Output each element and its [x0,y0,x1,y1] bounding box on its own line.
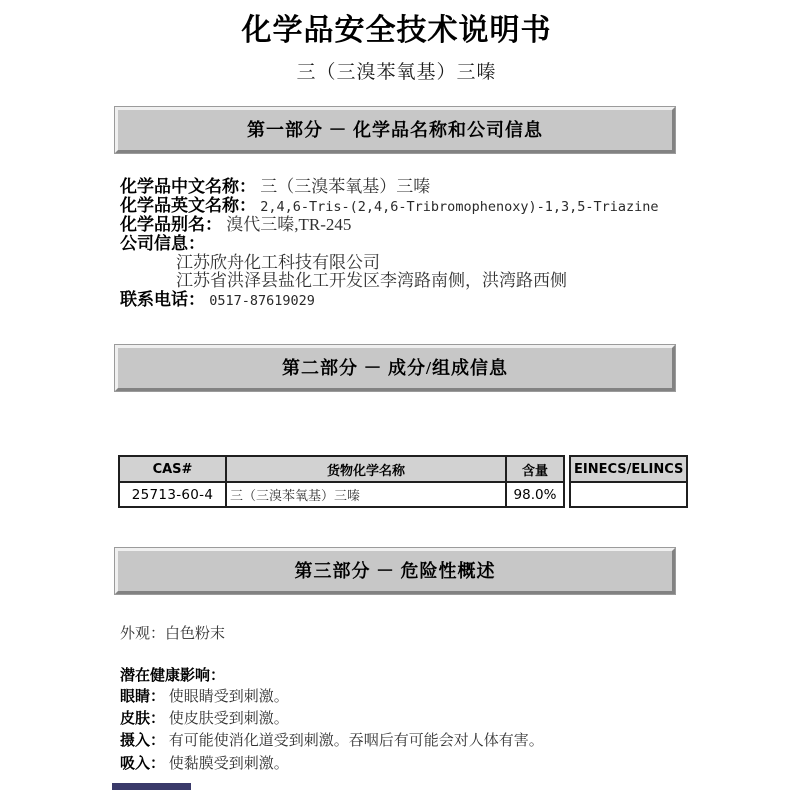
table-row [570,482,687,507]
table-header-row [570,456,687,482]
section2-header-bar: 第二部分 － 成分/组成信息 [115,345,675,391]
company-address: 江苏省洪泽县盐化工开发区李湾路南侧，洪湾路西侧 [176,271,567,291]
appearance-row [120,622,225,643]
field-value: 溴代三嗪,TR-245 [226,214,352,234]
field-value: 三（三溴苯氧基）三嗪 [260,177,431,196]
section1-header-bar: 第一部分 － 化学品名称和公司信息 [115,107,675,153]
field-label: 化学品别名： [120,214,222,234]
company-name: 江苏欣舟化工科技有限公司 [176,252,380,272]
effect-row-skin [120,708,544,730]
table-row [119,482,564,507]
table-header-cas: CAS# [119,456,226,482]
effect-value: 使皮肤受到刺激。 [168,711,289,728]
health-effects-heading: 潜在健康影响： [120,668,226,684]
field-label: 联系电话： [120,290,205,310]
composition-table [118,455,688,508]
effect-label: 眼睛： [120,689,166,705]
page-subtitle: 三（三溴苯氧基）三嗪 [296,62,497,83]
phone-number: 0517-87619029 [209,293,315,310]
field-row-company-info [120,235,659,254]
effect-value: 使黏膜受到刺激。 [168,755,289,772]
health-effects-list [120,686,544,775]
cell-einecs [570,482,687,507]
field-row-phone [120,291,659,310]
cell-content-percent: 98.0% [506,482,564,507]
appearance-label: 外观： [120,626,166,642]
effect-row-ingestion [120,730,544,752]
effect-label: 摄入： [120,733,166,750]
field-value: 2,4,6-Tris-(2,4,6-Tribromophenoxy)-1,3,5-Triazine [260,198,659,215]
appearance-value: 白色粉末 [165,626,226,642]
cell-cas-number: 25713-60-4 [119,482,226,507]
field-label: 公司信息： [120,233,205,253]
section3-header-bar: 第三部分 － 危险性概述 [115,548,675,594]
effect-value: 使眼睛受到刺激。 [168,689,289,705]
effect-label: 吸入： [120,755,166,772]
field-row-alias [120,216,659,235]
company-name-line [120,254,659,273]
field-label: 化学品英文名称： [120,195,256,215]
section1-content [120,178,659,310]
effect-label: 皮肤： [120,711,166,728]
table-header-einecs: EINECS/ELINCS [570,456,687,482]
field-row-english-name [120,197,659,216]
next-section-bar-fragment [112,783,191,790]
field-label: 化学品中文名称： [120,177,256,196]
composition-table-main [118,455,565,508]
table-header-chemical-name: 货物化学名称 [226,456,506,482]
effect-value: 有可能使消化道受到刺激。吞咽后有可能会对人体有害。 [168,733,544,750]
cell-chemical-name: 三（三溴苯氧基）三嗪 [226,482,506,507]
table-header-row [119,456,564,482]
effect-row-inhalation [120,753,544,775]
table-header-content: 含量 [506,456,564,482]
composition-table-einecs [569,455,688,508]
company-address-line [120,272,659,291]
page-title: 化学品安全技术说明书 [241,14,552,47]
field-row-chinese-name [120,178,659,197]
effect-row-eyes [120,686,544,708]
